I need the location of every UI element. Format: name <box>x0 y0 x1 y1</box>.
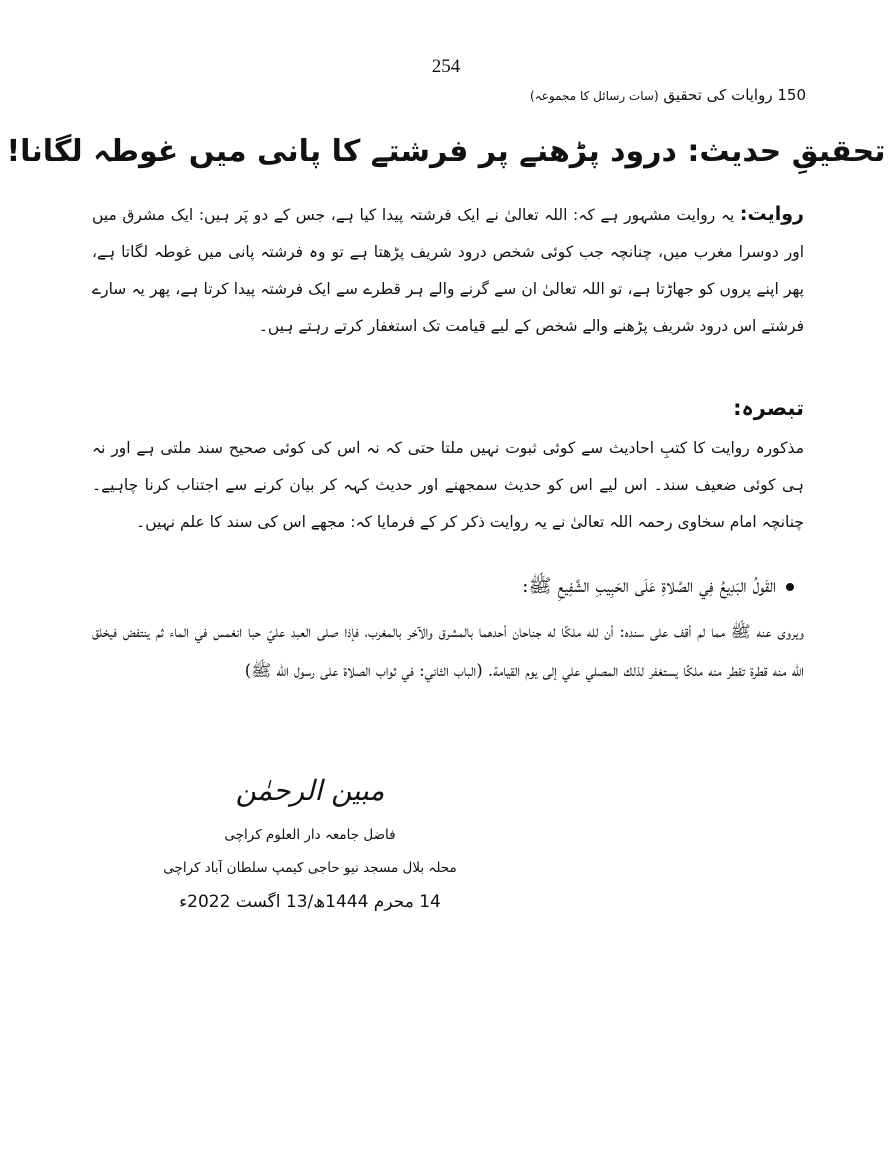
signature-address: محلہ بلال مسجد نیو حاجی کیمپ سلطان آباد کراچی <box>163 860 457 876</box>
running-header <box>530 86 806 104</box>
signature-name: مبین الرحمٰن <box>235 774 385 807</box>
review-text: مذکورہ روایت کا کتبِ احادیث سے کوئی ثبوت نہیں ملتا حتی کہ نہ اس کی کوئی صحیح سند ملتی ہے اور نہ ہی کوئی ضعیف سند۔ اس لیے اس کو حدیث سمجھنے اور حدیث کہہ کر بیان کرنے سے اجتناب کرنا چاہیے۔ چنانچہ امام سخاوی رحمہ اللہ تعالیٰ نے یہ روایت ذکر کر کے فرمایا کہ: مجھے اس کی سند کا علم نہیں۔ <box>92 439 804 531</box>
review-heading: تبصرہ: <box>733 396 804 420</box>
article-title: تحقیقِ حدیث: درود پڑھنے پر فرشتے کا پانی میں غوطہ لگانا! <box>6 134 886 169</box>
signature-block <box>160 774 460 919</box>
signature-date: 14 محرم 1444ھ/13 اگست 2022ء <box>179 892 441 912</box>
page-number: 254 <box>431 56 461 77</box>
signature-affiliation: فاضل جامعہ دار العلوم کراچی <box>224 827 396 843</box>
source-heading <box>522 574 794 602</box>
bullet-icon <box>786 583 794 591</box>
running-header-title: 150 روایات کی تحقیق <box>663 86 806 104</box>
source-quote <box>92 612 804 690</box>
narration-paragraph <box>92 196 804 345</box>
source-title: القَولُ البَدِيعُ فِي الصَّلاةِ عَلَى الحَبِيبِ الشَّفِيعِ ﷺ: <box>522 575 776 597</box>
narration-label: روایت: <box>739 203 804 225</box>
running-header-subtitle: (سات رسائل کا مجموعہ) <box>530 89 659 103</box>
source-text: ويروى عنه ﷺ مما لم أقف على سنده: أن لله ملكًا له جناحان أحدهما بالمشرق والآخر بالمغرب، فإذا صلى العبد عليّ حبا انغمس في الماء ثم ينتفض فيخلق الله منه قطرة تقطر منه ملكًا يستغفر لذلك المصلي علي إلى يوم القيامة. (الباب الثاني: في ثواب الصلاة على رسول الله ﷺ) <box>92 622 804 680</box>
review-paragraph <box>92 430 804 541</box>
narration-text: یہ روایت مشہور ہے کہ: اللہ تعالیٰ نے ایک فرشتہ پیدا کیا ہے، جس کے دو پَر ہیں: ایک مشرق میں اور دوسرا مغرب میں، چنانچہ جب کوئی شخص درود شریف پڑھتا ہے تو وہ فرشتہ پانی میں غوطہ لگاتا ہے، پھر اپنے پروں کو جھاڑتا ہے، تو اللہ تعالیٰ ان سے گرنے والے ہر قطرے سے ایک فرشتہ پیدا کرتا ہے، پھر یہ سارے فرشتے اس درود شریف پڑھنے والے شخص کے لیے قیامت تک استغفار کرتے رہتے ہیں۔ <box>92 206 804 335</box>
